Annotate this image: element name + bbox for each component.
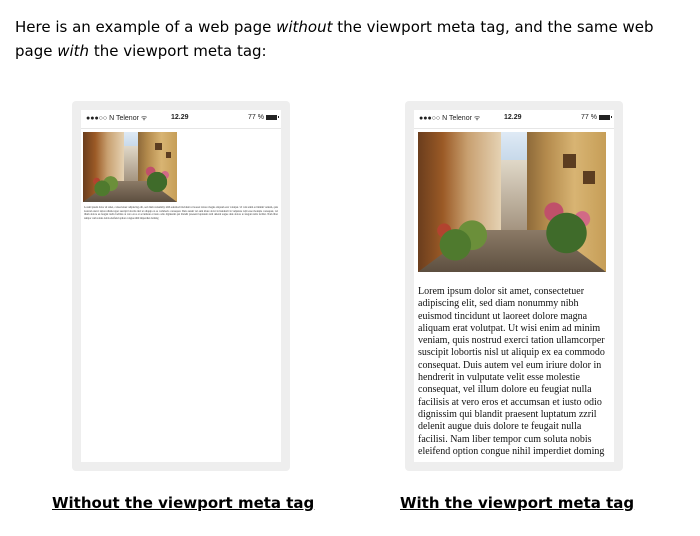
- intro-emphasis-without: without: [276, 18, 333, 36]
- carrier-signal: ●●●○○ N Telenor ᯤ: [419, 115, 481, 122]
- scaled-lorem-text: Lorem ipsum dolor sit amet, consectetuer adipiscing elit, sed diam nonummy nibh euismod tincidunt ut laoreet dolore magna aliquam erat volutpat. Ut wisi enim ad minim veniam, quis nostrud exerci tation ullamcorper suscipit lobortis nisl ut aliquip ex ea commodo consequat. Duis autem vel eum iriure dolor in hendrerit in vulputate velit esse molestie consequat, vel illum dolore eu feugiat nulla facilisis at vero eros et accumsan et iusto odio dignissim qui blandit praesent luptatum zzril delenit augue duis dolore te feugait nulla facilisi. Nam liber tempor cum soluta nobis eleifend option congue nihil imperdiet doming: [418, 286, 605, 457]
- phone-screen-with-viewport: [414, 110, 614, 462]
- intro-text-2: the viewport meta tag, and the same web page: [15, 18, 654, 60]
- status-time: 12.29: [504, 114, 522, 121]
- status-bar: [81, 110, 281, 129]
- battery-status: [581, 114, 610, 121]
- battery-icon: [599, 115, 610, 120]
- battery-icon: [266, 115, 277, 120]
- intro-text-3: the viewport meta tag:: [89, 42, 267, 60]
- status-time: 12.29: [171, 114, 189, 121]
- intro-text-1: Here is an example of a web page: [15, 18, 277, 36]
- intro-emphasis-with: with: [57, 42, 90, 60]
- intro-paragraph: [15, 15, 675, 63]
- caption-without-viewport[interactable]: Without the viewport meta tag: [52, 494, 315, 512]
- phone-without-viewport: [72, 101, 290, 471]
- street-photo-small: [83, 132, 177, 202]
- battery-percent: 77 %: [581, 114, 597, 121]
- phone-with-viewport: [405, 101, 623, 471]
- street-photo-large: [418, 132, 606, 272]
- battery-status: [248, 114, 277, 121]
- phone-screen-without-viewport: [81, 110, 281, 462]
- battery-percent: 77 %: [248, 114, 264, 121]
- caption-with-viewport[interactable]: With the viewport meta tag: [400, 494, 635, 512]
- unscaled-lorem-text: Lorem ipsum dolor sit amet, consectetuer adipiscing elit, sed diam nonummy nibh euismod tincidunt ut laoreet dolore magna aliquam erat volutpat. Ut wisi enim ad minim veniam, quis nostrud exerci tation ullamcorper suscipit lobortis nisl ut aliquip ex ea commodo consequat. Duis autem vel eum iriure dolor in hendrerit in vulputate velit esse molestie consequat, vel illum dolore eu feugiat nulla facilisis at vero eros et accumsan et iusto odio dignissim qui blandit praesent luptatum zzril delenit augue duis dolore te feugait nulla facilisi. Nam liber tempor cum soluta nobis eleifend option congue nihil imperdiet doming: [84, 206, 278, 220]
- carrier-signal: ●●●○○ N Telenor ᯤ: [86, 115, 148, 122]
- status-bar: [414, 110, 614, 129]
